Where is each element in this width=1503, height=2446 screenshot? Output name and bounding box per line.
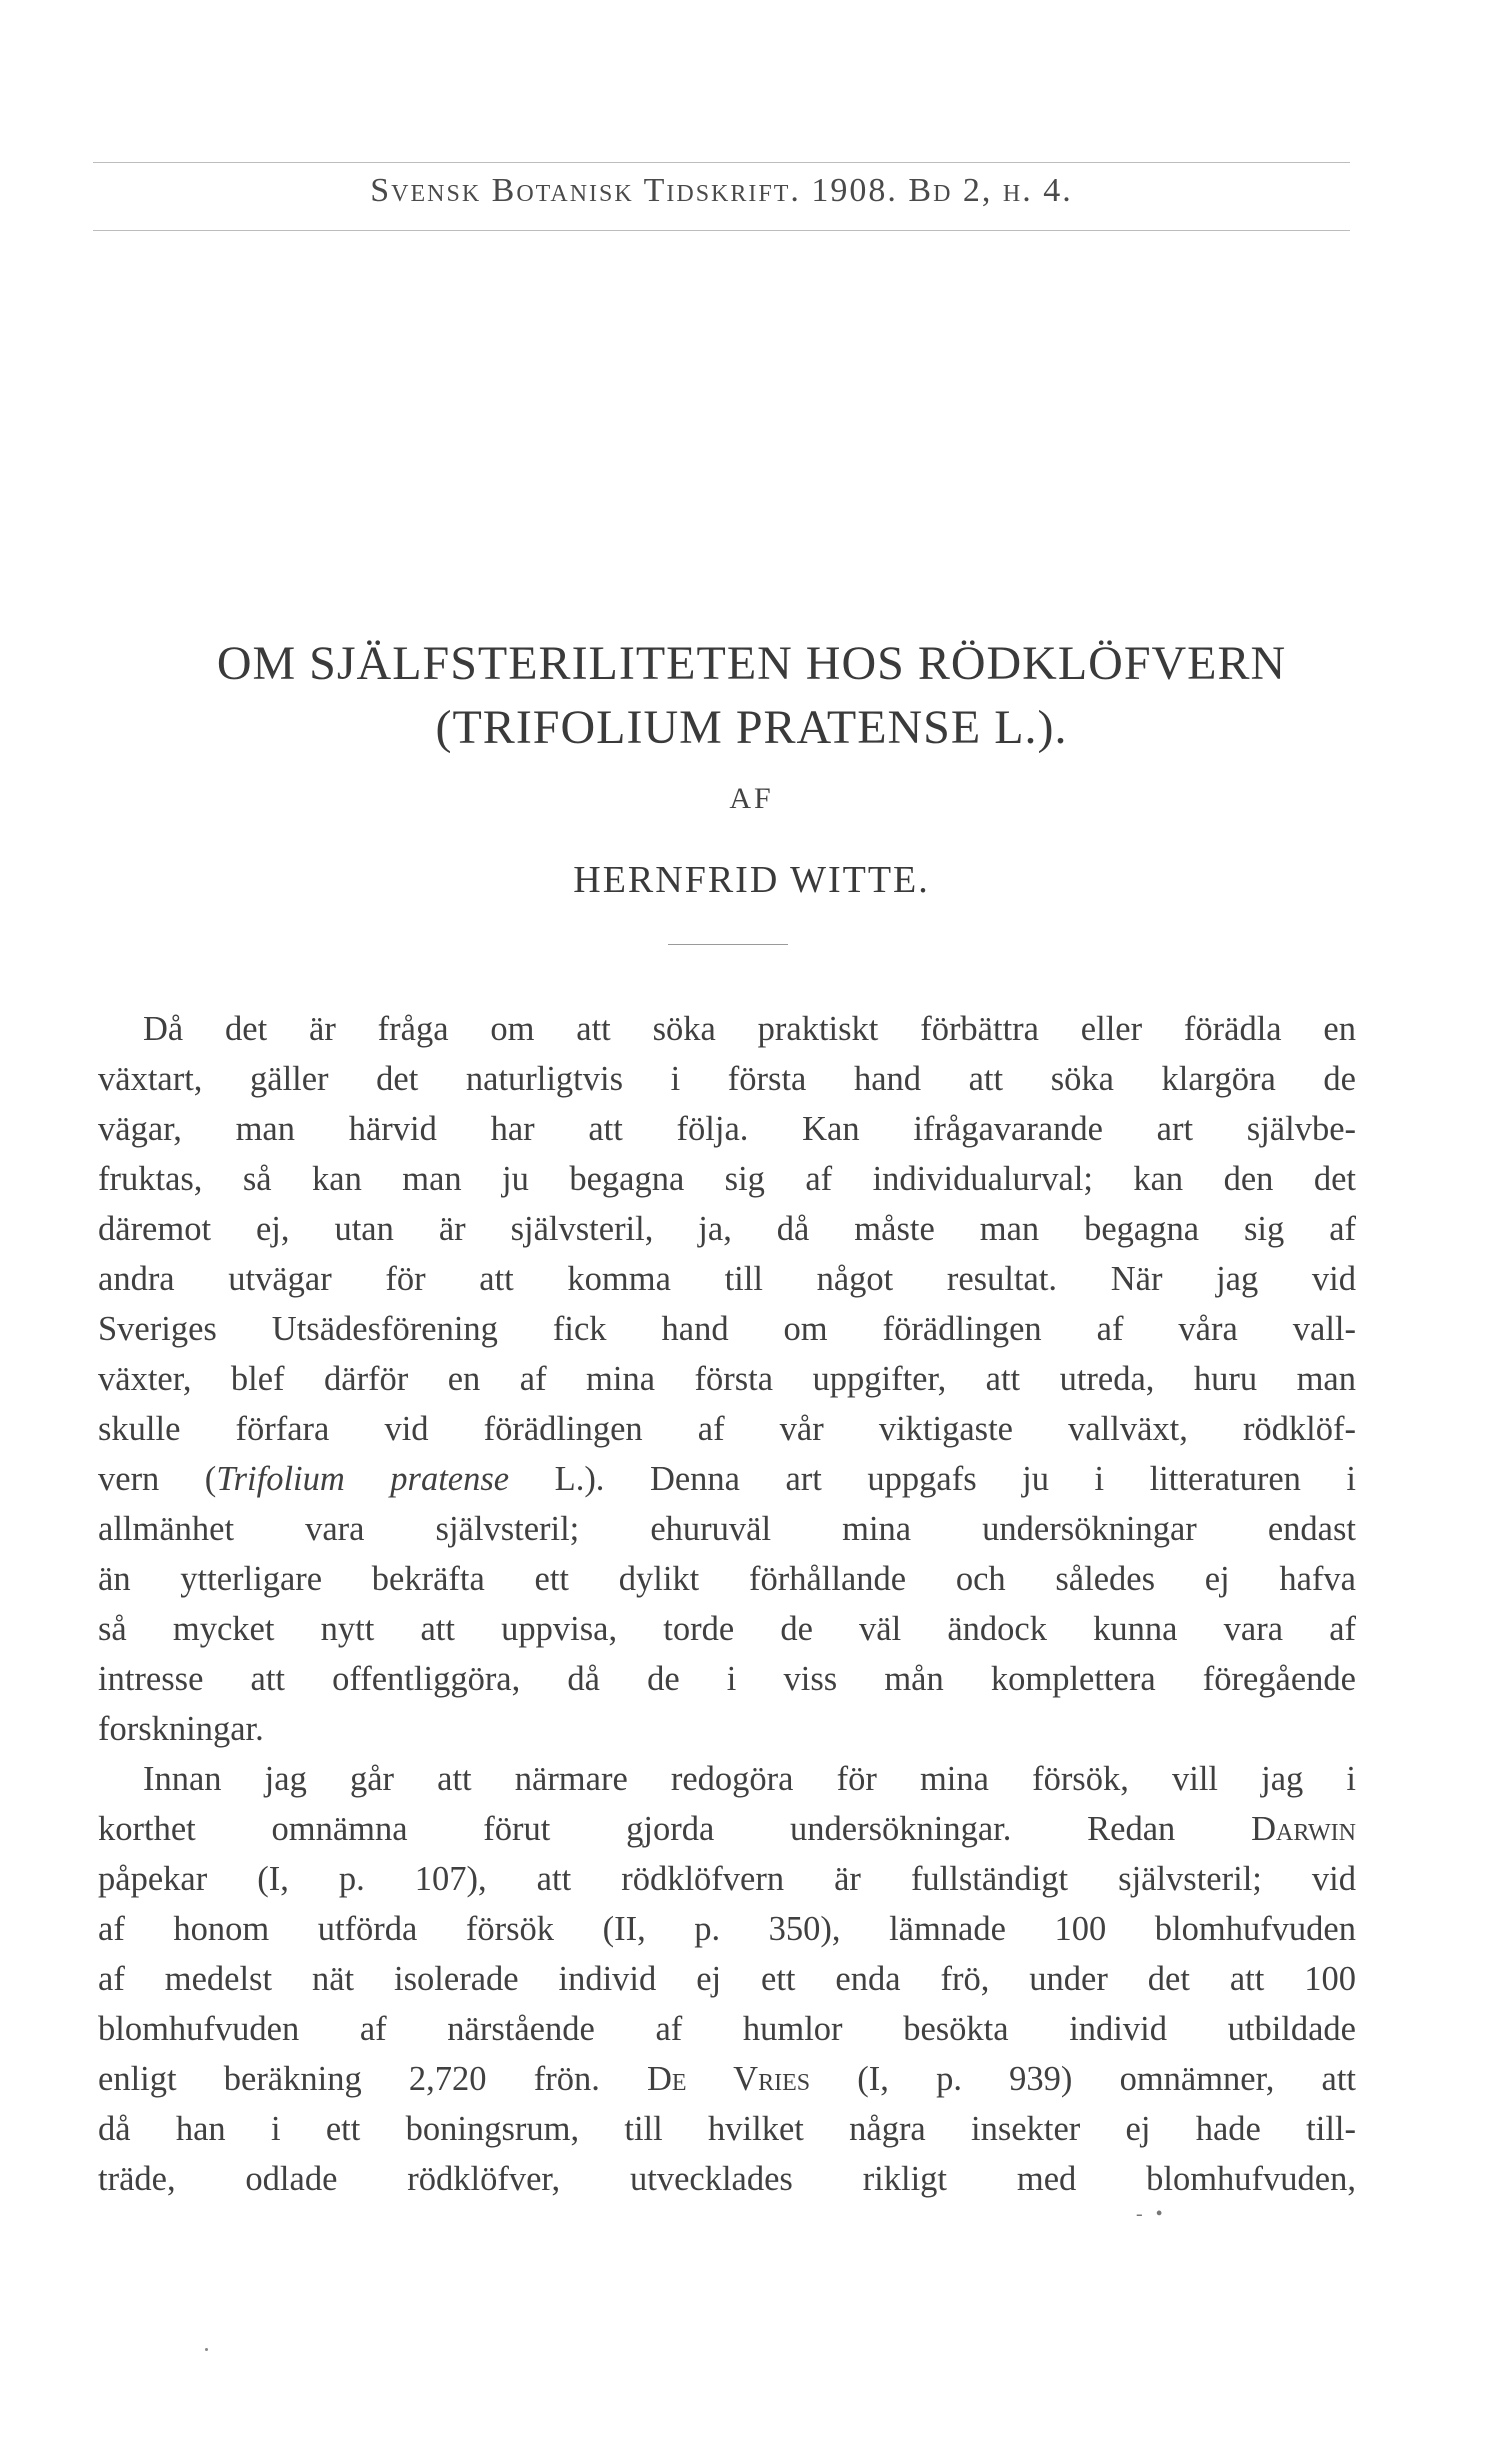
article-title-line-1: OM SJÄLFSTERILITETEN HOS RÖDKLÖFVERN (216, 637, 1287, 690)
body-line (98, 1804, 1356, 1854)
body-line: fruktas, så kan man ju begagna sig af individualurval; kan den det (98, 1160, 1356, 1198)
body-line: forskningar. (98, 1710, 264, 1748)
body-line: däremot ej, utan är självsteril, ja, då måste man begagna sig af (98, 1210, 1356, 1248)
body-line: då han i ett boningsrum, till hvilket några insekter ej hade till- (98, 2110, 1356, 2148)
body-line: än ytterligare bekräfta ett dylikt förhållande och således ej hafva (98, 1560, 1356, 1598)
body-line: intresse att offentliggöra, då de i viss mån komplettera föregående (98, 1660, 1356, 1698)
body-line: växter, blef därför en af mina första uppgifter, att utreda, huru man (98, 1360, 1356, 1398)
body-line (98, 2054, 1356, 2104)
header-top-rule (93, 162, 1350, 163)
body-line (98, 1454, 1356, 1504)
header-bottom-rule (93, 230, 1350, 231)
body-line: träde, odlade rödklöfver, utvecklades rikligt med blomhufvuden, (98, 2160, 1356, 2198)
body-line-text: (I, p. 939) omnämner, att (810, 2060, 1357, 2098)
body-line: Innan jag går att närmare redogöra för mina försök, vill jag i (143, 1760, 1356, 1798)
body-line: Då det är fråga om att söka praktiskt förbättra eller förädla en (143, 1010, 1356, 1048)
journal-issue: h. 4. (1002, 172, 1073, 209)
body-line-text: vern ( (98, 1460, 217, 1498)
body-line: påpekar (I, p. 107), att rödklöfvern är fullständigt självsteril; vid (98, 1860, 1356, 1898)
body-line-text: L.). Denna art uppgafs ju i litteraturen i (509, 1460, 1356, 1498)
body-line-text: enligt beräkning 2,720 frön. (98, 2060, 648, 2098)
byline-af: AF (729, 782, 774, 815)
paper-speck (205, 2348, 208, 2351)
body-line: blomhufvuden af närstående af humlor besökta individ utbildade (98, 2010, 1356, 2048)
body-line: skulle förfara vid förädlingen af vår viktigaste vallväxt, rödklöf- (98, 1410, 1356, 1448)
author-name: HERNFRID WITTE. (573, 859, 930, 901)
body-line: Sveriges Utsädesförening fick hand om förädlingen af våra vall- (98, 1310, 1356, 1348)
body-line: vägar, man härvid har att följa. Kan ifrågavarande art självbe- (98, 1110, 1356, 1148)
body-line: allmänhet vara självsteril; ehuruväl mina undersökningar endast (98, 1510, 1356, 1548)
title-separator-rule (668, 944, 788, 945)
page-mark: - • (1136, 2203, 1167, 2225)
journal-year: 1908. (811, 172, 898, 209)
body-line: andra utvägar för att komma till något resultat. När jag vid (98, 1260, 1356, 1298)
running-head (93, 172, 1350, 210)
body-text (98, 1004, 1356, 2204)
author-citation: Darwin (1251, 1810, 1356, 1848)
journal-name: Svensk Botanisk Tidskrift. (370, 172, 801, 209)
body-line: af medelst nät isolerade individ ej ett enda frö, under det att 100 (98, 1960, 1356, 1998)
article-title-line-2: (TRIFOLIUM PRATENSE L.). (435, 701, 1068, 754)
body-line-text: korthet omnämna förut gjorda undersökningar. Redan (98, 1810, 1252, 1848)
journal-volume: Bd 2, (908, 172, 993, 209)
body-line: växtart, gäller det naturligtvis i första hand att söka klargöra de (98, 1060, 1356, 1098)
body-line: af honom utförda försök (II, p. 350), lämnade 100 blomhufvuden (98, 1910, 1356, 1948)
author-citation: De Vries (647, 2060, 811, 2098)
body-line: så mycket nytt att uppvisa, torde de väl ändock kunna vara af (98, 1610, 1356, 1648)
species-name: Trifolium pratense (216, 1460, 510, 1498)
